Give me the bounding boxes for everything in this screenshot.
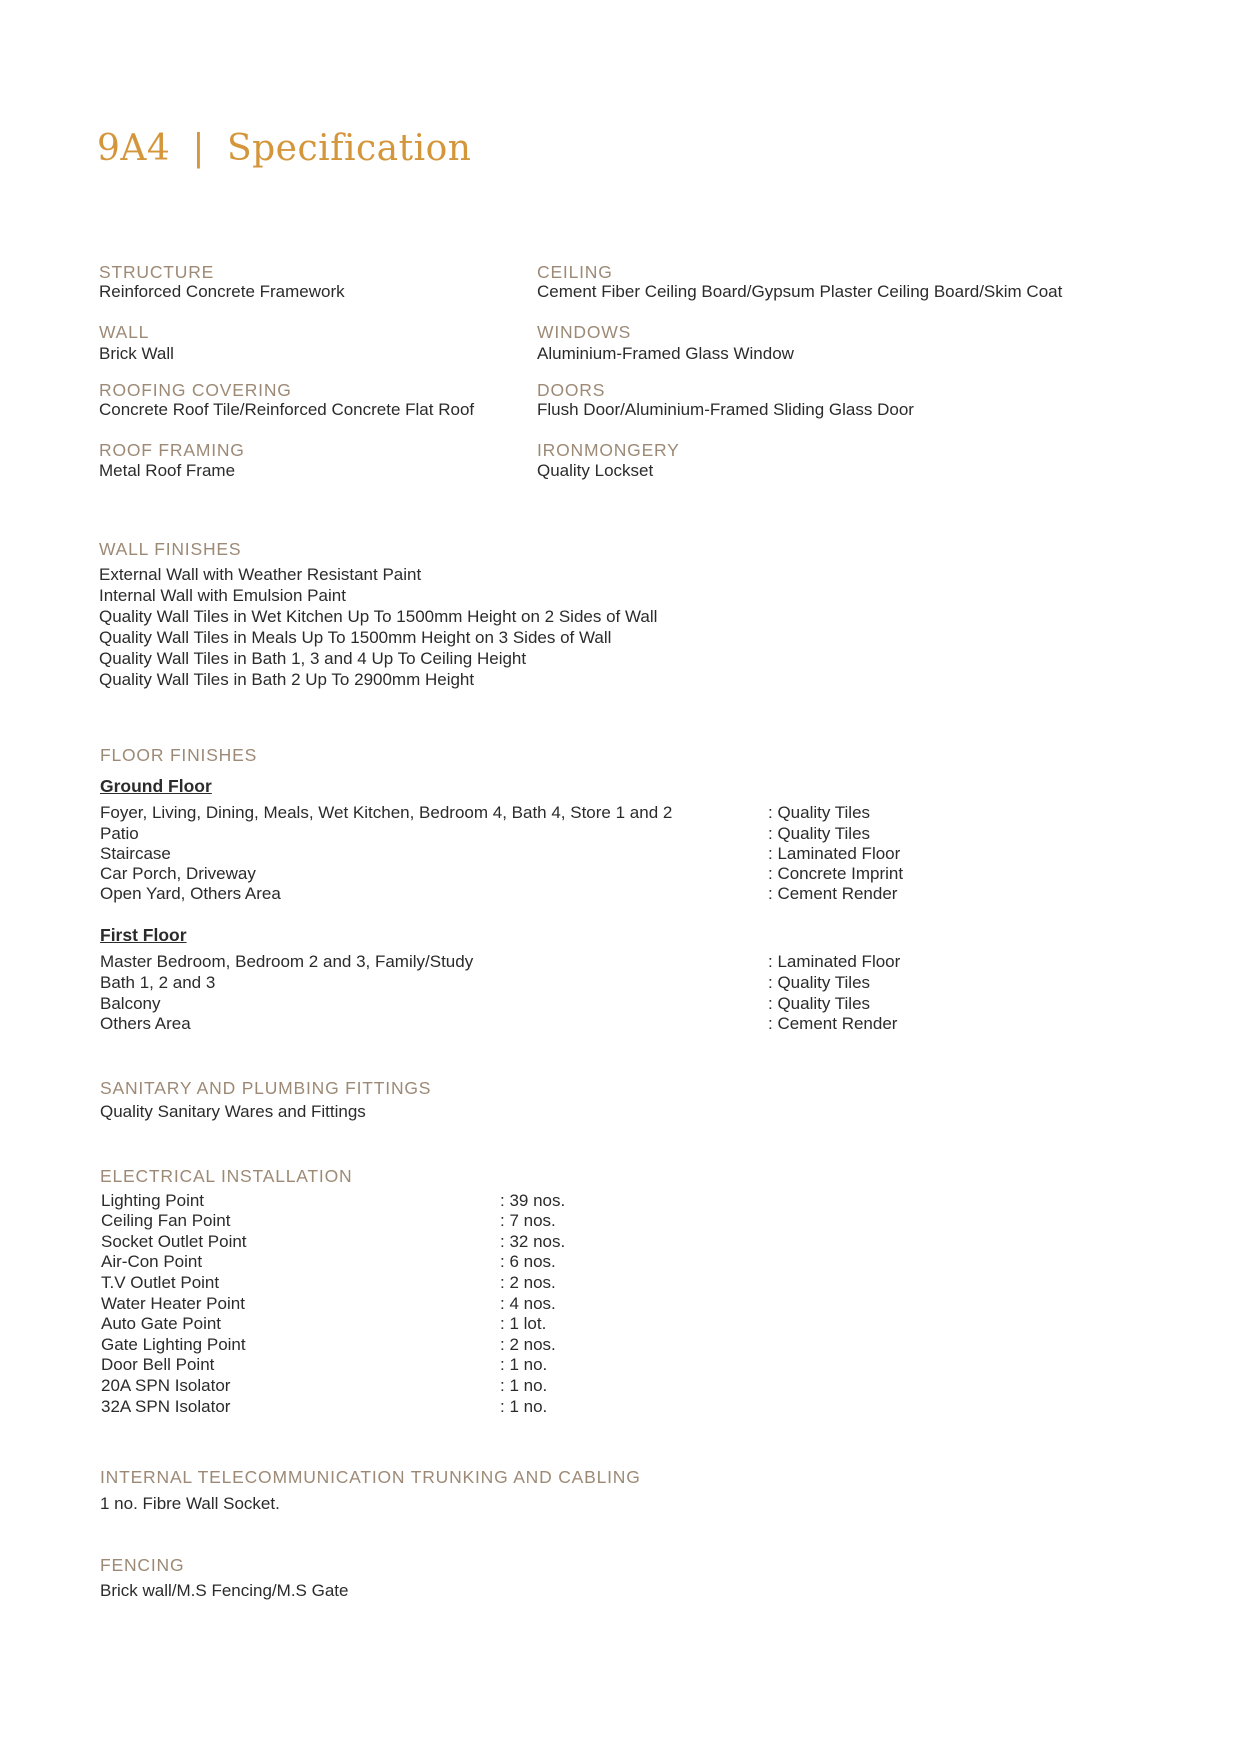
table-row-area: Others Area [100,1014,191,1033]
table-row-item: Auto Gate Point [101,1314,222,1333]
table-row-finish: : Quality Tiles [768,973,871,992]
title-separator: | [192,128,205,169]
table-row-item: 32A SPN Isolator [101,1397,231,1416]
table-row-area: Foyer, Living, Dining, Meals, Wet Kitchen, Bedroom 4, Bath 4, Store 1 and 2 [100,803,673,822]
table-row-finish: : Laminated Floor [768,952,901,971]
list-item: Internal Wall with Emulsion Paint [99,586,346,605]
ceiling-value: Cement Fiber Ceiling Board/Gypsum Plaster Ceiling Board/Skim Coat [537,282,1063,301]
roof-framing-heading: ROOF FRAMING [99,440,245,460]
table-row-qty: : 6 nos. [500,1252,556,1271]
windows-value: Aluminium-Framed Glass Window [537,344,794,363]
table-row-item: 20A SPN Isolator [101,1376,231,1395]
sanitary-heading: SANITARY AND PLUMBING FITTINGS [100,1078,432,1098]
structure-value: Reinforced Concrete Framework [99,282,345,301]
table-row-item: Air-Con Point [101,1252,203,1271]
ironmongery-value: Quality Lockset [537,461,654,480]
ground-floor-label: Ground Floor [100,776,212,796]
list-item: Quality Wall Tiles in Bath 2 Up To 2900mm Height [99,670,475,689]
list-item: Quality Wall Tiles in Wet Kitchen Up To 1500mm Height on 2 Sides of Wall [99,607,658,626]
table-row-qty: : 4 nos. [500,1294,556,1313]
table-row-item: Socket Outlet Point [101,1232,247,1251]
table-row-finish: : Cement Render [768,884,898,903]
table-row-finish: : Quality Tiles [768,994,871,1013]
table-row-item: Lighting Point [101,1191,205,1210]
table-row-area: Car Porch, Driveway [100,864,256,883]
doors-value: Flush Door/Aluminium-Framed Sliding Glass Door [537,400,914,419]
table-row-area: Open Yard, Others Area [100,884,281,903]
table-row-qty: : 39 nos. [500,1191,566,1210]
ceiling-heading: CEILING [537,262,613,282]
windows-heading: WINDOWS [537,322,632,342]
table-row-qty: : 2 nos. [500,1335,556,1354]
table-row-qty: : 1 no. [500,1397,548,1416]
ironmongery-heading: IRONMONGERY [537,440,680,460]
table-row-qty: : 32 nos. [500,1232,566,1251]
fencing-heading: FENCING [100,1555,185,1575]
page-title [97,128,471,169]
title-code: 9A4 [97,128,171,169]
table-row-qty: : 1 lot. [500,1314,547,1333]
table-row-area: Balcony [100,994,161,1013]
first-floor-label: First Floor [100,925,187,945]
table-row-area: Bath 1, 2 and 3 [100,973,216,992]
table-row-finish: : Quality Tiles [768,803,871,822]
wall-value: Brick Wall [99,344,174,363]
table-row-qty: : 1 no. [500,1376,548,1395]
list-item: External Wall with Weather Resistant Paint [99,565,422,584]
table-row-item: Water Heater Point [101,1294,245,1313]
electrical-heading: ELECTRICAL INSTALLATION [100,1166,353,1186]
table-row-finish: : Concrete Imprint [768,864,904,883]
roofing-covering-heading: ROOFING COVERING [99,380,292,400]
structure-heading: STRUCTURE [99,262,215,282]
doors-heading: DOORS [537,380,606,400]
table-row-area: Staircase [100,844,171,863]
wall-heading: WALL [99,322,150,342]
table-row-finish: : Laminated Floor [768,844,901,863]
wall-finishes-heading: WALL FINISHES [99,539,242,559]
table-row-area: Patio [100,824,139,843]
wall-finishes-list [99,564,657,690]
table-row-qty: : 1 no. [500,1355,548,1374]
table-row-qty: : 7 nos. [500,1211,556,1230]
table-row-area: Master Bedroom, Bedroom 2 and 3, Family/Study [100,952,474,971]
roofing-covering-value: Concrete Roof Tile/Reinforced Concrete Flat Roof [99,400,475,419]
table-row-item: Ceiling Fan Point [101,1211,231,1230]
sanitary-value: Quality Sanitary Wares and Fittings [100,1102,366,1121]
telecom-value: 1 no. Fibre Wall Socket. [100,1494,280,1513]
list-item: Quality Wall Tiles in Bath 1, 3 and 4 Up To Ceiling Height [99,649,527,668]
table-row-finish: : Cement Render [768,1014,898,1033]
table-row-item: T.V Outlet Point [101,1273,220,1292]
table-row-qty: : 2 nos. [500,1273,556,1292]
table-row-item: Gate Lighting Point [101,1335,246,1354]
list-item: Quality Wall Tiles in Meals Up To 1500mm Height on 3 Sides of Wall [99,628,612,647]
table-row-finish: : Quality Tiles [768,824,871,843]
floor-finishes-heading: FLOOR FINISHES [100,745,258,765]
fencing-value: Brick wall/M.S Fencing/M.S Gate [100,1581,349,1600]
roof-framing-value: Metal Roof Frame [99,461,236,480]
title-text: Specification [226,128,472,169]
table-row-item: Door Bell Point [101,1355,215,1374]
telecom-heading: INTERNAL TELECOMMUNICATION TRUNKING AND CABLING [100,1467,641,1487]
